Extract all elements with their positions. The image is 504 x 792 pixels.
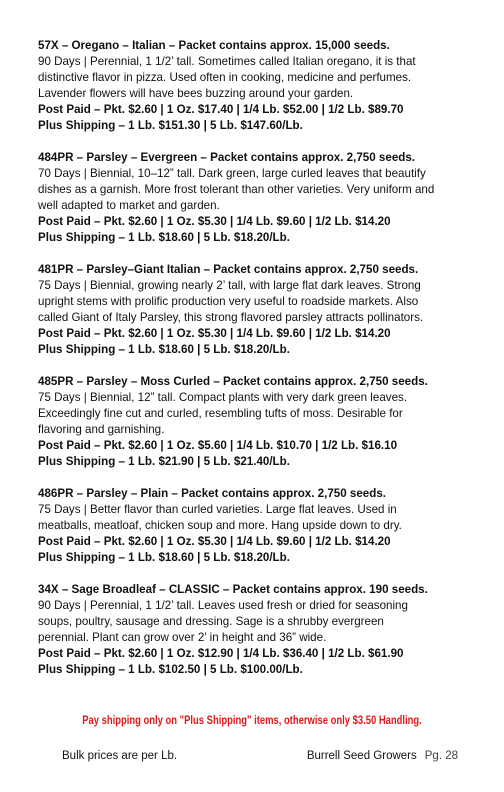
post-paid-prices: Post Paid – Pkt. $2.60 | 1 Oz. $12.90 | 1/4 Lb. $36.40 | 1/2 Lb. $61.90	[38, 647, 404, 660]
product-entry-parsley-giant-italian	[38, 262, 474, 358]
page-number: Pg. 28	[424, 750, 458, 762]
product-description-line: 90 Days | Perennial, 1 1/2’ tall. Sometimes called Italian oregano, it is that	[38, 55, 416, 68]
plus-shipping-prices: Plus Shipping – 1 Lb. $21.90 | 5 Lb. $21.40/Lb.	[38, 455, 290, 468]
product-entry-parsley-evergreen	[38, 150, 474, 246]
plus-shipping-prices: Plus Shipping – 1 Lb. $18.60 | 5 Lb. $18.20/Lb.	[38, 551, 290, 564]
product-description-line: Lavender flowers will have bees buzzing around your garden.	[38, 87, 354, 100]
product-description-line: soups, poultry, sausage and dressing. Sage is a shrubby evergreen	[38, 615, 384, 628]
product-title: 486PR – Parsley – Plain – Packet contains approx. 2,750 seeds.	[38, 487, 387, 500]
post-paid-prices: Post Paid – Pkt. $2.60 | 1 Oz. $5.30 | 1/4 Lb. $9.60 | 1/2 Lb. $14.20	[38, 535, 391, 548]
product-entry-parsley-moss-curled	[38, 374, 474, 470]
product-title: 485PR – Parsley – Moss Curled – Packet contains approx. 2,750 seeds.	[38, 375, 428, 388]
product-list	[38, 38, 474, 678]
post-paid-prices: Post Paid – Pkt. $2.60 | 1 Oz. $5.30 | 1/4 Lb. $9.60 | 1/2 Lb. $14.20	[38, 327, 391, 340]
footer-right	[307, 750, 458, 762]
product-description-line: 70 Days | Biennial, 10–12” tall. Dark green, large curled leaves that beautify	[38, 167, 426, 180]
product-description-line: 75 Days | Biennial, growing nearly 2’ tall, with large flat dark leaves. Strong	[38, 279, 421, 292]
shipping-notice: Pay shipping only on "Plus Shipping" items, otherwise only $3.50 Handling.	[82, 715, 422, 727]
post-paid-prices: Post Paid – Pkt. $2.60 | 1 Oz. $17.40 | 1/4 Lb. $52.00 | 1/2 Lb. $89.70	[38, 103, 404, 116]
post-paid-prices: Post Paid – Pkt. $2.60 | 1 Oz. $5.60 | 1/4 Lb. $10.70 | 1/2 Lb. $16.10	[38, 439, 398, 452]
product-description-line: distinctive flavor in pizza. Used often in cooking, medicine and perfumes.	[38, 71, 412, 84]
product-entry-sage-broadleaf	[38, 582, 474, 678]
product-title: 484PR – Parsley – Evergreen – Packet contains approx. 2,750 seeds.	[38, 151, 416, 164]
product-description-line: dishes as a garnish. More frost tolerant than other varieties. Very uniform and	[38, 183, 435, 196]
product-description-line: meatballs, meatloaf, chicken soup and more. Hang upside down to dry.	[38, 519, 402, 532]
plus-shipping-prices: Plus Shipping – 1 Lb. $18.60 | 5 Lb. $18.20/Lb.	[38, 231, 290, 244]
bulk-price-note: Bulk prices are per Lb.	[62, 750, 178, 762]
product-description-line: perennial. Plant can grow over 2’ in height and 36” wide.	[38, 631, 327, 644]
product-entry-oregano-italian	[38, 38, 474, 134]
product-description-line: 75 Days | Better flavor than curled varieties. Large flat leaves. Used in	[38, 503, 397, 516]
plus-shipping-prices: Plus Shipping – 1 Lb. $151.30 | 5 Lb. $147.60/Lb.	[38, 119, 303, 132]
plus-shipping-prices: Plus Shipping – 1 Lb. $102.50 | 5 Lb. $100.00/Lb.	[38, 663, 303, 676]
plus-shipping-prices: Plus Shipping – 1 Lb. $18.60 | 5 Lb. $18.20/Lb.	[38, 343, 290, 356]
product-description-line: Exceedingly fine cut and curled, resembling tufts of moss. Desirable for	[38, 407, 403, 420]
product-description-line: flavoring and garnishing.	[38, 423, 165, 436]
company-name: Burrell Seed Growers	[306, 750, 417, 762]
product-title: 481PR – Parsley–Giant Italian – Packet contains approx. 2,750 seeds.	[38, 263, 419, 276]
product-description-line: called Giant of Italy Parsley, this strong flavored parsley attracts pollinators.	[38, 311, 424, 324]
product-description-line: well adapted to market and garden.	[38, 199, 220, 212]
product-entry-parsley-plain	[38, 486, 474, 566]
product-description-line: upright stems with prolific production very useful to roadside markets. Also	[38, 295, 419, 308]
product-description-line: 90 Days | Perennial, 1 1/2’ tall. Leaves used fresh or dried for seasoning	[38, 599, 408, 612]
product-title: 34X – Sage Broadleaf – CLASSIC – Packet contains approx. 190 seeds.	[38, 583, 428, 596]
product-description-line: 75 Days | Biennial, 12” tall. Compact plants with very dark green leaves.	[38, 391, 408, 404]
post-paid-prices: Post Paid – Pkt. $2.60 | 1 Oz. $5.30 | 1/4 Lb. $9.60 | 1/2 Lb. $14.20	[38, 215, 391, 228]
product-title: 57X – Oregano – Italian – Packet contains approx. 15,000 seeds.	[38, 39, 390, 52]
